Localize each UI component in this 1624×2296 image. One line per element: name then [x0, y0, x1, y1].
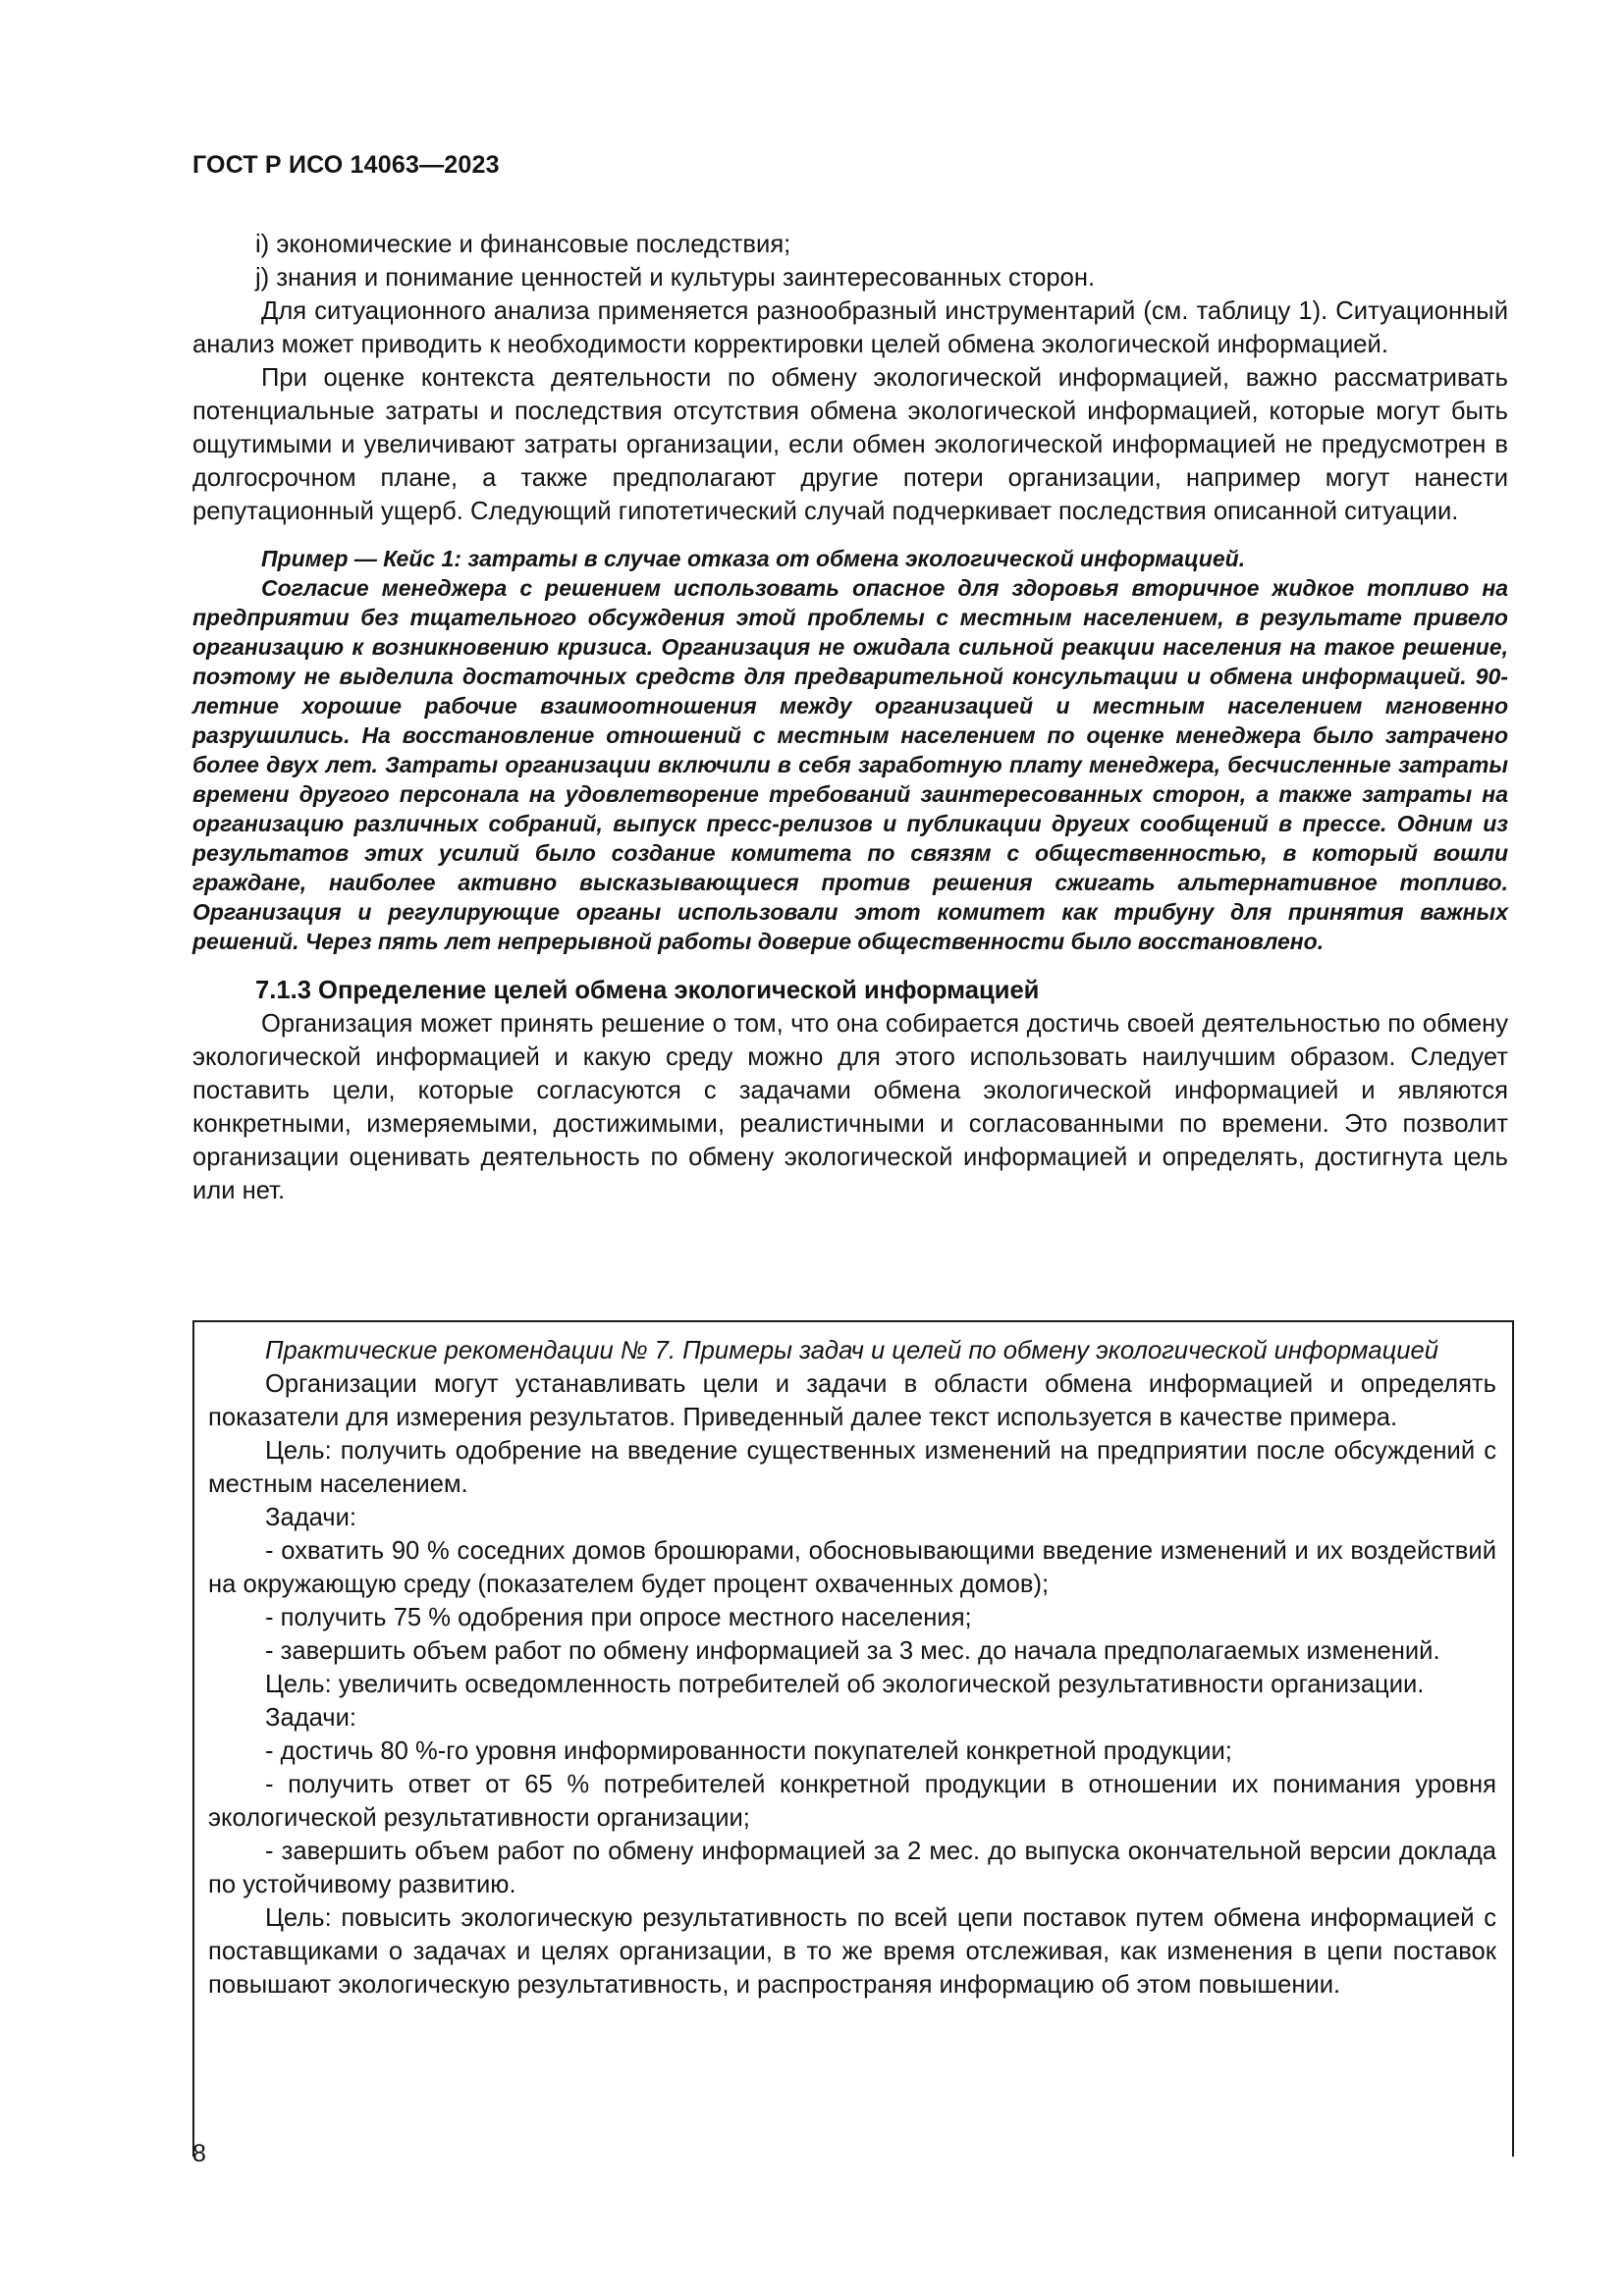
- box-line: - достичь 80 %-го уровня информированности покупателей конкретной продукции;: [265, 1737, 1232, 1765]
- box-title: Практические рекомендации № 7. Примеры задач и целей по обмену экологической информацией: [265, 1337, 1438, 1364]
- page-number: 8: [192, 2140, 206, 2167]
- box-line: - получить 75 % одобрения при опросе местного населения;: [265, 1604, 972, 1631]
- box-line: Цель: повысить экологическую результативность по всей цепи поставок путем обмена информацией с поставщиками о задачах и целях организации, в то же время отслеживая, как изменения в цепи поставок повышают экологическую результативность, и распространяя информацию об этом повышении.: [208, 1904, 1496, 1999]
- box-line: - охватить 90 % соседних домов брошюрами, обосновывающими введение изменений и их воздействий на окружающую среду (показателем будет процент охваченных домов);: [208, 1537, 1496, 1598]
- box-line: Задачи:: [265, 1504, 357, 1531]
- list-item: j) знания и понимание ценностей и культуры заинтересованных сторон.: [255, 264, 1096, 292]
- box-line: Задачи:: [265, 1704, 357, 1732]
- box-line: - получить ответ от 65 % потребителей конкретной продукции в отношении их понимания уровня экологической результативности организации;: [208, 1771, 1496, 1832]
- example-case: [192, 544, 1508, 956]
- box-line: Организации могут устанавливать цели и задачи в области обмена информацией и определять показатели для измерения результатов. Приведенный далее текст используется в качестве примера.: [208, 1370, 1496, 1431]
- example-body: Согласие менеджера с решением использовать опасное для здоровья вторичное жидкое топливо на предприятии без тщательного обсуждения этой проблемы с местным населением, в результате привело организацию к возникновению кризиса. Организация не ожидала сильной реакции населения на такое решение, поэтому не выделила достаточных средств для предварительной консультации и обмена информацией. 90-летние хорошие рабочие взаимоотношения между организацией и местным населением мгновенно разрушились. На восстановление отношений с местным населением по оценке менеджера было затрачено более двух лет. Затраты организации включили в себя заработную плату менеджера, бесчисленные затраты времени другого персонала на удовлетворение требований заинтересованных сторон, а также затраты на организацию различных собраний, выпуск пресс-релизов и публикации других сообщений в прессе. Одним из результатов этих усилий было создание комитета по связям с общественностью, в который вошли граждане, наиболее активно высказывающиеся против решения сжигать альтернативное топливо. Организация и регулирующие органы использовали этот комитет как трибуну для принятия важных решений. Через пять лет непрерывной работы доверие общественности было восстановлено.: [192, 575, 1508, 954]
- section-heading: 7.1.3 Определение целей обмена экологической информацией: [255, 977, 1040, 1004]
- box-line: - завершить объем работ по обмену информацией за 3 мес. до начала предполагаемых изменений.: [265, 1637, 1440, 1665]
- box-line: Цель: увеличить осведомленность потребителей об экологической результативности организации.: [265, 1671, 1425, 1698]
- example-title: Пример — Кейс 1: затраты в случае отказа от обмена экологической информацией.: [261, 546, 1246, 571]
- document-code-header: ГОСТ Р ИСО 14063—2023: [192, 151, 500, 179]
- main-text: [192, 228, 1508, 1207]
- paragraph: При оценке контекста деятельности по обмену экологической информацией, важно рассматривать потенциальные затраты и последствия отсутствия обмена экологической информацией, которые могут быть ощутимыми и увеличивают затраты организации, если обмен экологической информацией не предусмотрен в долгосрочном плане, а также предполагают другие потери организации, например могут нанести репутационный ущерб. Следующий гипотетический случай подчеркивает последствия описанной ситуации.: [192, 364, 1508, 525]
- box-line: - завершить объем работ по обмену информацией за 2 мес. до выпуска окончательной версии доклада по устойчивому развитию.: [208, 1838, 1496, 1898]
- list-item: i) экономические и финансовые последствия;: [255, 231, 791, 258]
- box-line: Цель: получить одобрение на введение существенных изменений на предприятии после обсуждений с местным населением.: [208, 1437, 1496, 1498]
- practical-recommendation-box: [192, 1320, 1514, 2157]
- section-text: Организация может принять решение о том, что она собирается достичь своей деятельностью по обмену экологической информацией и какую среду можно для этого использовать наилучшим образом. Следует поставить цели, которые согласуются с задачами обмена экологической информацией и являются конкретными, измеряемыми, достижимыми, реалистичными и согласованными по времени. Это позволит организации оценивать деятельность по обмену экологической информацией и определять, достигнута цель или нет.: [192, 1010, 1508, 1204]
- paragraph: Для ситуационного анализа применяется разнообразный инструментарий (см. таблицу 1). Ситуационный анализ может приводить к необходимости корректировки целей обмена экологической информацией.: [192, 297, 1508, 358]
